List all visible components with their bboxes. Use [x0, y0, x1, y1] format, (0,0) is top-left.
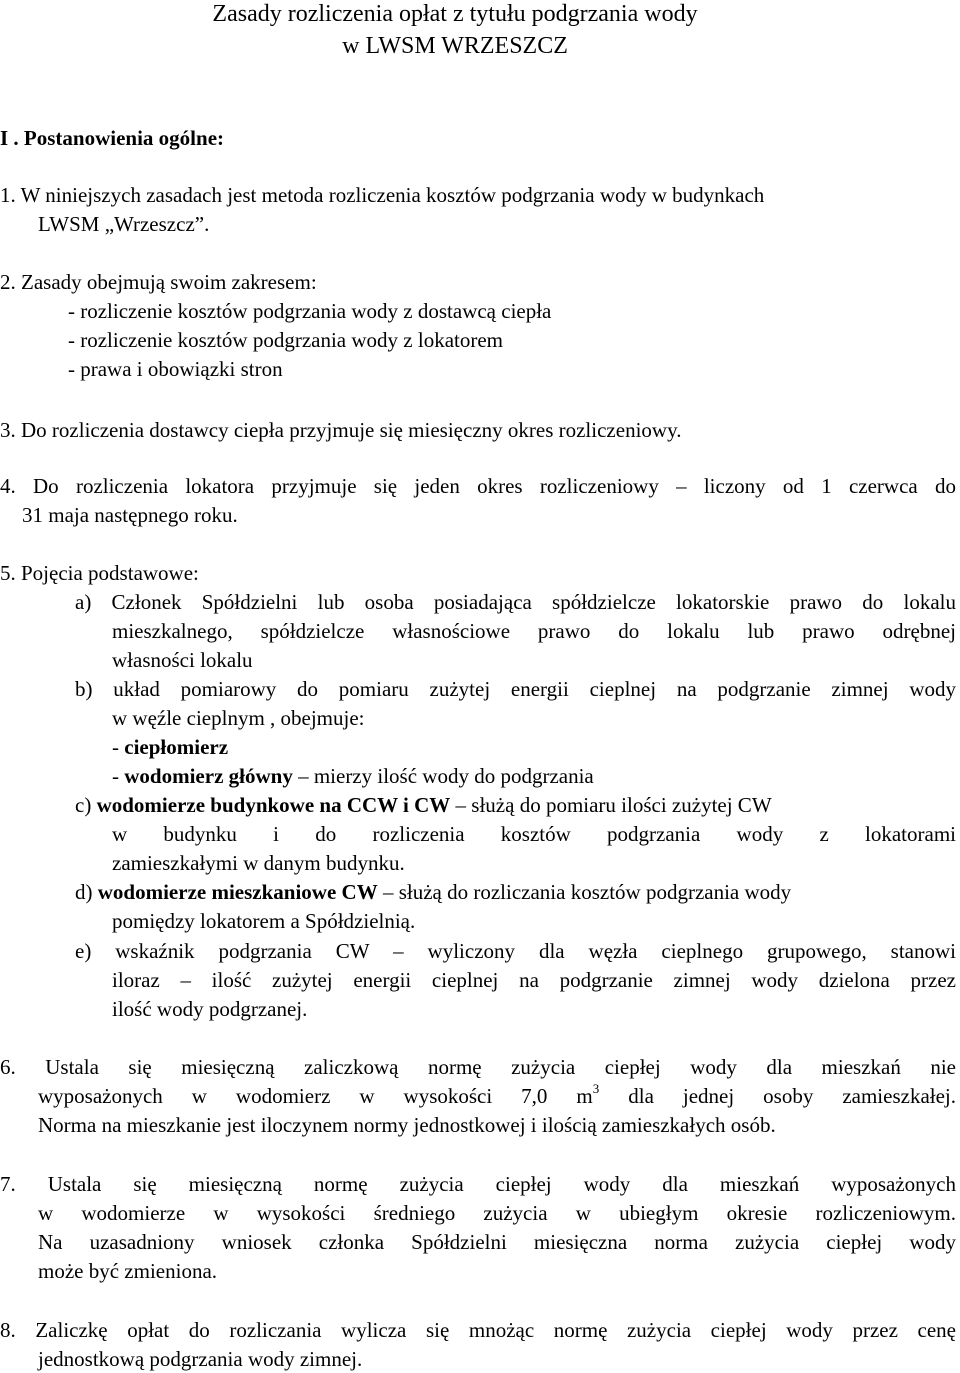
definition-a-line-1	[75, 588, 956, 616]
definition-c-prefix: c)	[75, 793, 97, 817]
point-1-line-1: 1. W niniejszych zasadach jest metoda rozliczenia kosztów podgrzania wody w budynkach	[0, 183, 765, 207]
definition-b-item-1-prefix: -	[112, 735, 125, 759]
point-4-line-1	[0, 472, 956, 500]
point-7-line-4: może być zmieniona.	[38, 1259, 218, 1283]
point-6-line-1	[0, 1053, 956, 1081]
point-1-line-2: LWSM „Wrzeszcz”.	[38, 212, 210, 236]
point-2-item: - rozliczenie kosztów podgrzania wody z dostawcą ciepła	[68, 299, 552, 323]
cubic-exponent: 3	[592, 1081, 600, 1096]
definition-e-line-1-text: e) wskaźnik podgrzania CW – wyliczony dla węzła cieplnego grupowego, stanowi	[75, 939, 956, 963]
definition-c-line-1	[75, 791, 772, 819]
point-7-line-1	[0, 1170, 956, 1198]
point-7-line-2	[38, 1199, 956, 1227]
point-2-item: - prawa i obowiązki stron	[68, 357, 283, 381]
document-title-line-1: Zasady rozliczenia opłat z tytułu podgrzania wody	[212, 1, 698, 27]
point-6-line-2b: dla jednej osoby zamieszkałej.	[599, 1084, 956, 1108]
point-7-line-1-text: 7. Ustala się miesięczną normę zużycia ciepłej wody dla mieszkań wyposażonych	[0, 1172, 956, 1196]
point-7-line-2-text: w wodomierze w wysokości średniego zużycia w ubiegłym okresie rozliczeniowym.	[38, 1201, 956, 1225]
point-4-line-1-text: 4. Do rozliczenia lokatora przyjmuje się jeden okres rozliczeniowy – liczony od 1 czerwca do	[0, 474, 956, 498]
definition-a-line-2	[112, 617, 956, 645]
point-3: 3. Do rozliczenia dostawcy ciepła przyjmuje się miesięczny okres rozliczeniowy.	[0, 418, 682, 442]
definition-b-line-1	[75, 675, 956, 703]
point-7-line-3-text: Na uzasadniony wniosek członka Spółdzielni miesięczna norma zużycia ciepłej wody	[38, 1230, 956, 1254]
definition-b-item-2	[112, 762, 594, 790]
definition-d-term: wodomierze mieszkaniowe CW	[97, 880, 378, 904]
definition-c-term: wodomierze budynkowe na CCW i CW	[96, 793, 451, 817]
definition-c-line-2	[112, 820, 956, 848]
point-5-line-1: 5. Pojęcia podstawowe:	[0, 561, 199, 585]
definition-b-item-2-term: wodomierz główny	[124, 764, 293, 788]
definition-d-prefix: d)	[75, 880, 98, 904]
definition-d-line-2: pomiędzy lokatorem a Spółdzielnią.	[112, 909, 416, 933]
point-6-line-2a: wyposażonych w wodomierz w wysokości 7,0 m	[38, 1084, 593, 1108]
definition-b-item-1-term: ciepłomierz	[124, 735, 229, 759]
point-4-line-2: 31 maja następnego roku.	[22, 503, 238, 527]
point-6-line-1-text: 6. Ustala się miesięczną zaliczkową normę zużycia ciepłej wody dla mieszkań nie	[0, 1055, 956, 1079]
definition-e-line-2	[112, 966, 956, 994]
section-heading: I . Postanowienia ogólne:	[0, 126, 225, 150]
definition-d-text: – służą do rozliczania kosztów podgrzania wody	[377, 880, 792, 904]
definition-e-line-1	[75, 937, 956, 965]
definition-b-line-1-text: b) układ pomiarowy do pomiaru zużytej energii cieplnej na podgrzanie zimnej wody	[75, 677, 956, 701]
definition-a-line-3: własności lokalu	[112, 648, 253, 672]
definition-c-text: – służą do pomiaru ilości zużytej CW	[450, 793, 772, 817]
point-6-line-2	[38, 1082, 956, 1110]
point-2-item: - rozliczenie kosztów podgrzania wody z lokatorem	[68, 328, 504, 352]
definition-c-line-3: zamieszkałymi w danym budynku.	[112, 851, 405, 875]
definition-d-line-1	[75, 878, 791, 906]
point-2-line-1: 2. Zasady obejmują swoim zakresem:	[0, 270, 317, 294]
point-8-line-1-text: 8. Zaliczkę opłat do rozliczania wylicza się mnożąc normę zużycia ciepłej wody przez cenę	[0, 1318, 956, 1342]
point-7-line-3	[38, 1228, 956, 1256]
point-8-line-2: jednostkową podgrzania wody zimnej.	[38, 1347, 363, 1371]
definition-b-item-2-text: – mierzy ilość wody do podgrzania	[292, 764, 594, 788]
document-title-line-2: w LWSM WRZESZCZ	[342, 33, 568, 59]
definition-c-line-2-text: w budynku i do rozliczenia kosztów podgrzania wody z lokatorami	[112, 822, 956, 846]
definition-b-item-2-prefix: -	[112, 764, 125, 788]
point-6-line-2-text	[38, 1082, 956, 1110]
definition-b-line-2: w węźle cieplnym , obejmuje:	[112, 706, 365, 730]
point-8-line-1	[0, 1316, 956, 1344]
definition-e-line-2-text: iloraz – ilość zużytej energii cieplnej na podgrzanie zimnej wody dzielona przez	[112, 968, 956, 992]
definition-b-item-1	[112, 733, 228, 761]
point-6-line-3: Norma na mieszkanie jest iloczynem normy jednostkowej i ilością zamieszkałych osób.	[38, 1113, 776, 1137]
definition-a-line-1-text: a) Członek Spółdzielni lub osoba posiadająca spółdzielcze lokatorskie prawo do lokalu	[75, 590, 956, 614]
definition-a-line-2-text: mieszkalnego, spółdzielcze własnościowe prawo do lokalu lub prawo odrębnej	[112, 619, 956, 643]
definition-e-line-3: ilość wody podgrzanej.	[112, 997, 308, 1021]
